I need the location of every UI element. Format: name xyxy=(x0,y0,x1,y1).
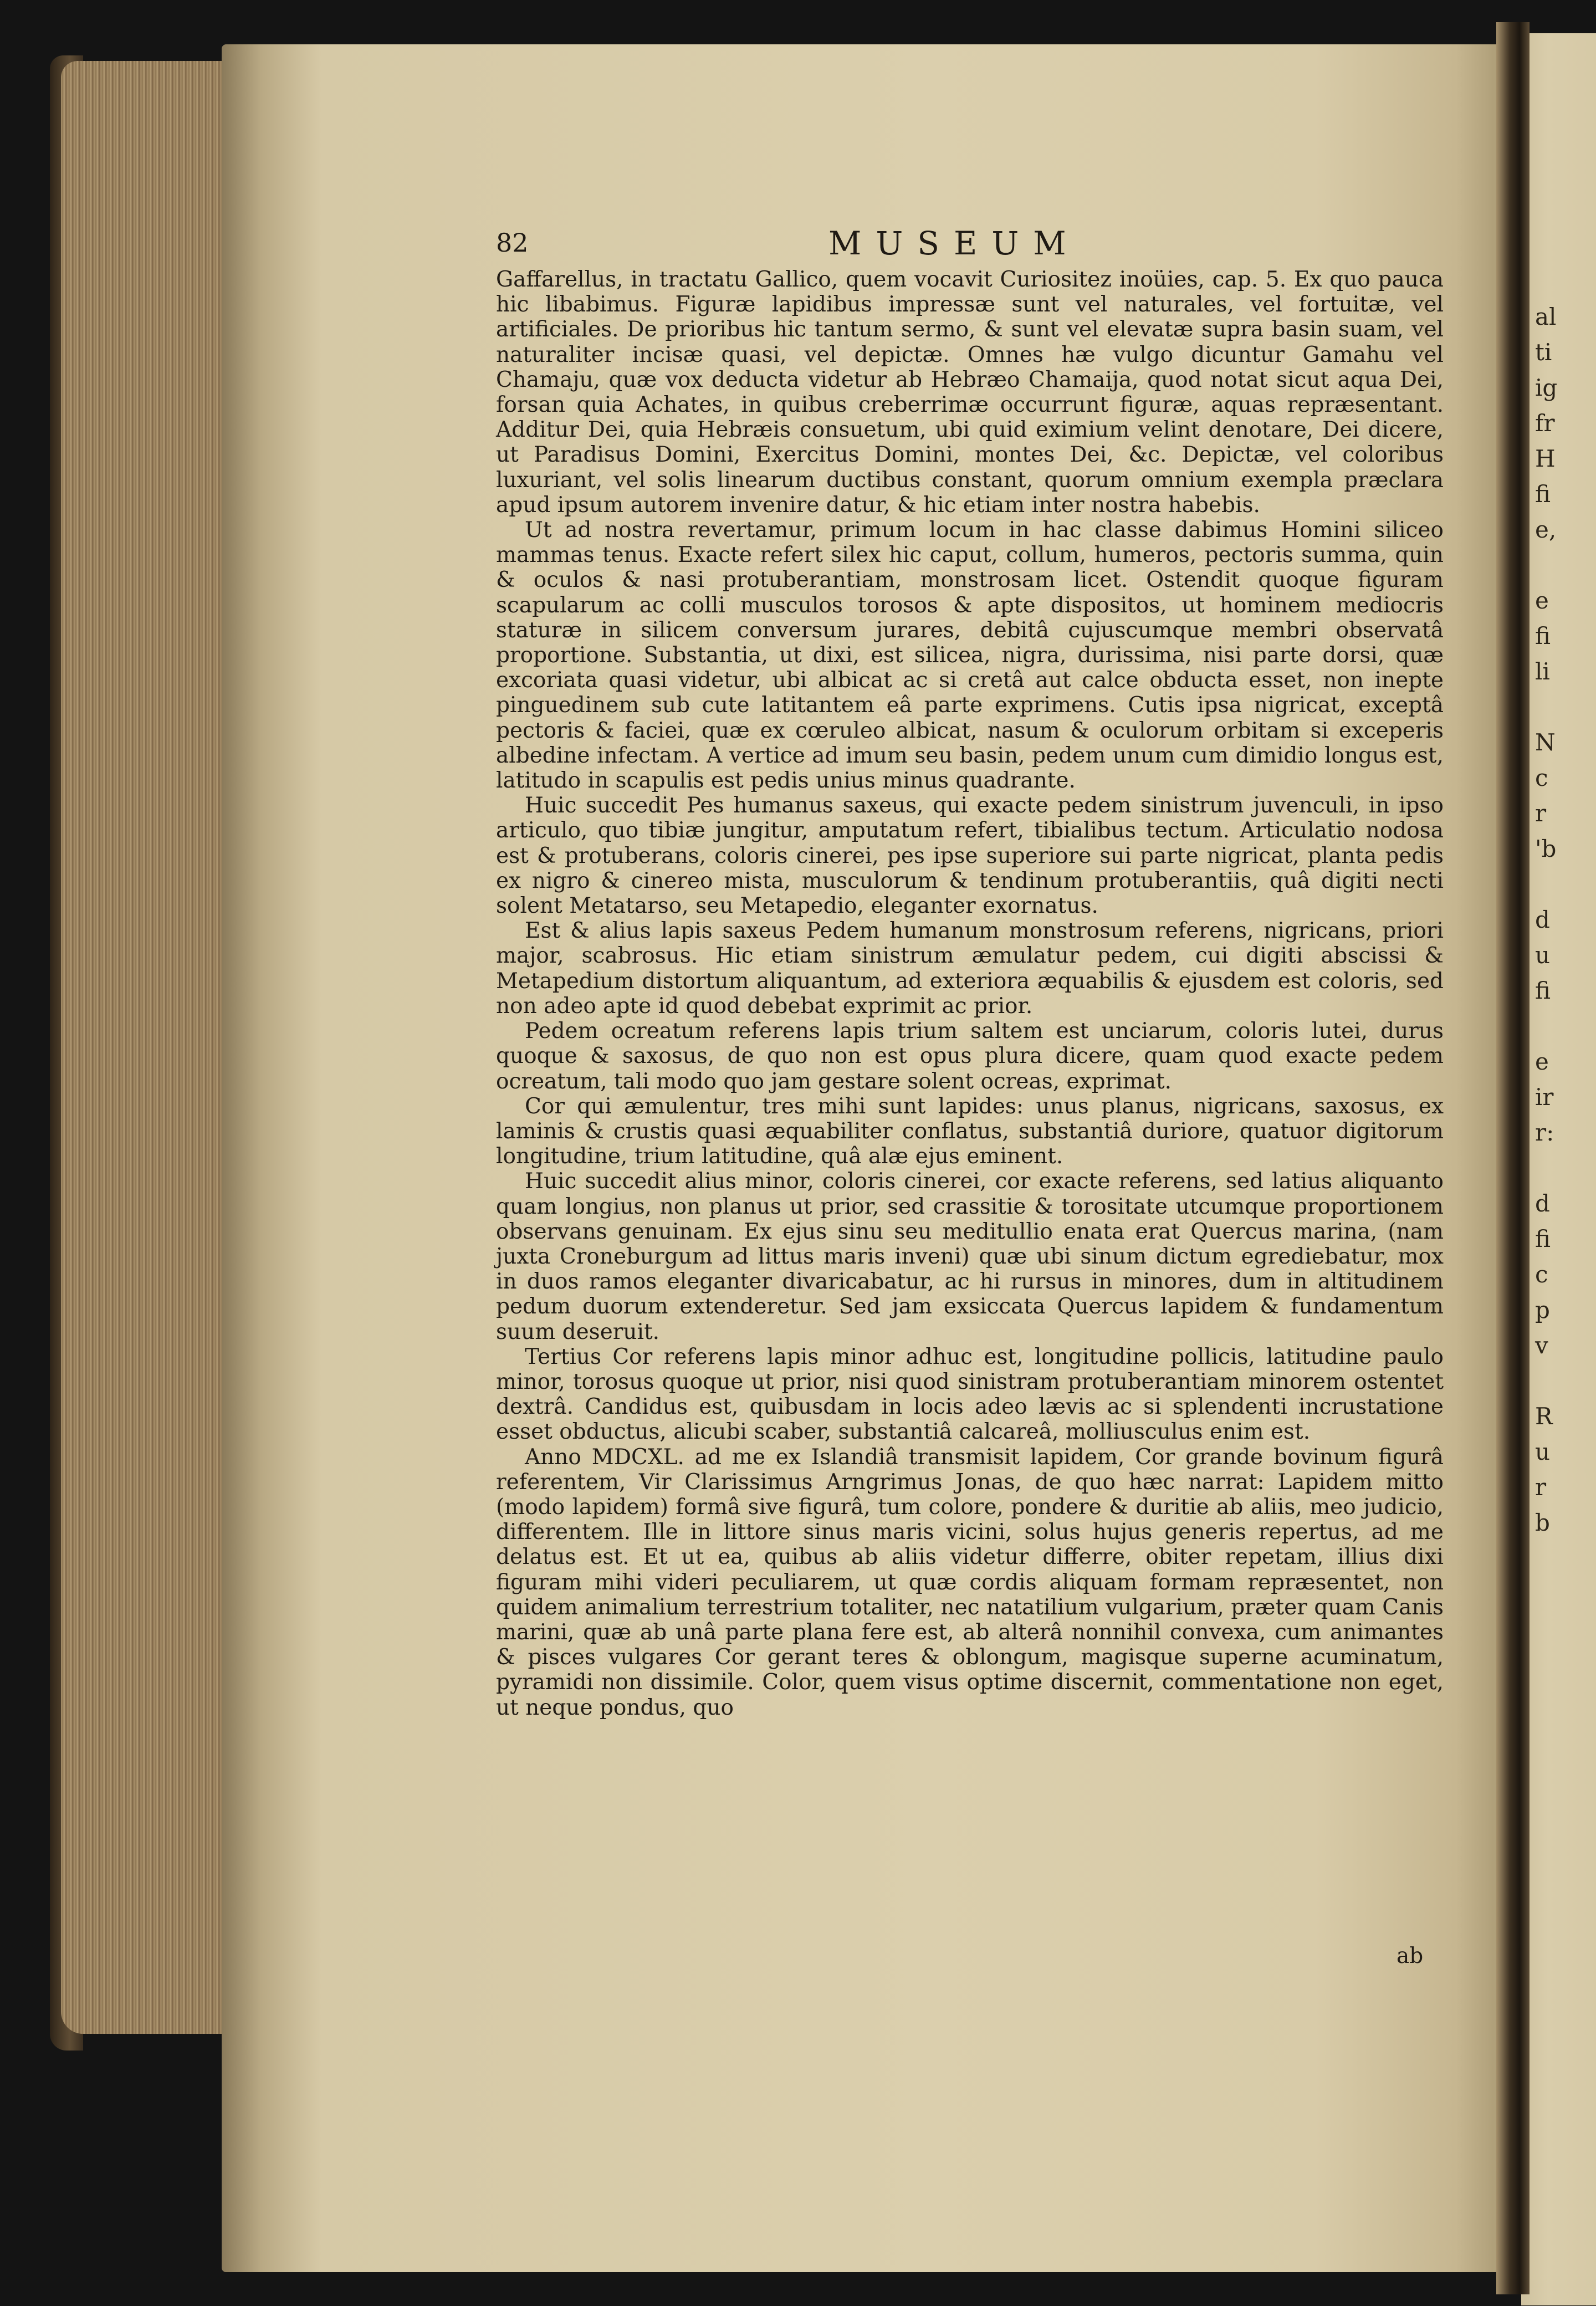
facing-page-fragment xyxy=(1535,1363,1596,1399)
left-page-edges xyxy=(61,61,244,2034)
paragraph-pes-monstrosus: Est & alius lapis saxeus Pedem humanum monstrosum referens, nigricans, priori major, scabrosus. Hic etiam sinistrum æmulatur pedem, cui digiti abscissi & Metapedium distortum aliquantum, ad exteriora æquabilis & ejusdem est coloris, sed non adeo apte id quod debebat exprimit ac prior. xyxy=(496,918,1444,1019)
facing-page-fragment: ti xyxy=(1535,339,1552,366)
facing-page-fragment: e xyxy=(1535,1048,1549,1075)
facing-page-fragment: c xyxy=(1535,1261,1548,1288)
facing-page-fragment: fi xyxy=(1535,480,1551,508)
facing-page-fragment: H xyxy=(1535,445,1556,472)
paragraph-anno-mdcxl: Anno MDCXL. ad me ex Islandiâ transmisit lapidem, Cor grande bovinum figurâ referentem, Vir Clarissimus Arngrimus Jonas, de quo hæc narrat: Lapidem mitto (modo lapidem) formâ sive figurâ, tum colore, pondere & duritie ab aliis, meo judicio, differentem. Ille in littore sinus maris vicini, solus hujus generis repertus, ad me delatus est. Et ut ea, quibus ab aliis videtur differre, obiter repetam, illius dixi figuram mihi videri peculiarem, ut quæ cordis aliquam formam repræsentet, non quidem animalium terrestrium totaliter, nec natatilium vulgarium, præter quam Canis marini, quæ ab unâ parte plana fere est, ab alterâ nonnihil convexa, cum animantes & pisces vulgares Cor gerant teres & oblongum, magisque superne acuminatum, pyramidi non dissimile. Color, quem visus optime discernit, commentatione non eget, ut neque pondus, quo xyxy=(496,1444,1444,1720)
page-number: 82 xyxy=(496,228,529,258)
facing-page-fragment: d xyxy=(1535,1190,1550,1217)
facing-page-fragment: fi xyxy=(1535,1225,1551,1252)
facing-page-fragment xyxy=(1535,548,1596,583)
facing-page-fragment: e xyxy=(1535,587,1549,614)
main-text xyxy=(496,267,1444,1720)
paragraph-cor-primum: Cor qui æmulentur, tres mihi sunt lapides: unus planus, nigricans, saxosus, ex laminis & crustis quasi æquabiliter conflatus, substantiâ duriore, quatuor digitorum longitudine, trium latitudine, quâ alæ ejus eminent. xyxy=(496,1093,1444,1169)
facing-page-fragment: 'b xyxy=(1535,835,1557,862)
facing-page-fragment: d xyxy=(1535,906,1550,933)
facing-page-fragment: c xyxy=(1535,764,1548,791)
paragraph-pes-ocreatus: Pedem ocreatum referens lapis trium saltem est unciarum, coloris lutei, durus quoque & saxosus, de quo non est opus plura dicere, quam quod exacte pedem ocreatum, tali modo quo jam gestare solent ocreas, exprimat. xyxy=(496,1019,1444,1094)
facing-page-fragment: v xyxy=(1535,1332,1548,1359)
paragraph-homo-siliceus: Ut ad nostra revertamur, primum locum in hac classe dabimus Homini siliceo mammas tenus. Exacte refert silex hic caput, collum, humeros, pectoris summa, quin & oculos & nasi protuberantiam, monstrosam licet. Ostendit quoque figuram scapularum ac colli musculos torosos & apte dispositos, ut hominem mediocris staturæ in silicem conversum jurares, debitâ cujuscumque membri observatâ proportione. Substantia, ut dixi, est silicea, nigra, durissima, nisi parte dorsi, quæ excoriata quasi videtur, ubi albicat ac si cretâ aut calce obducta esset, non inepte pinguedinem sub cute latitantem eâ parte exprimens. Cutis ipsa nigricat, exceptâ pectoris & faciei, quæ ex cœruleo albicat, nasum & oculorum orbitam si exceperis albedine infectam. A vertice ad imum seu basin, pedem unum cum dimidio longus est, latitudo in scapulis est pedis unius minus quadrante. xyxy=(496,518,1444,794)
catchword: ab xyxy=(1396,1944,1424,1968)
running-head xyxy=(496,224,1438,263)
book-gutter xyxy=(1496,22,1530,2294)
facing-page-fragment xyxy=(1535,689,1596,725)
facing-page-fragment: u xyxy=(1535,1438,1551,1465)
facing-page-fragment: fi xyxy=(1535,622,1551,650)
facing-page-fragment: fi xyxy=(1535,977,1551,1004)
facing-page-fragment: u xyxy=(1535,942,1551,969)
running-head-title: MUSEUM xyxy=(828,224,1081,262)
facing-page-fragment: b xyxy=(1535,1509,1550,1536)
facing-page-fragment: p xyxy=(1535,1296,1550,1323)
facing-page-fragment: ig xyxy=(1535,374,1558,401)
facing-page-fragment: ir xyxy=(1535,1083,1554,1111)
facing-page-fragment xyxy=(1535,1009,1596,1044)
facing-page-fragment: r: xyxy=(1535,1119,1554,1146)
facing-page-fragment: r xyxy=(1535,800,1547,827)
paragraph-cor-secundum: Huic succedit alius minor, coloris cinerei, cor exacte referens, sed latius aliquanto quam longius, non planus ut prior, sed crassitie & torositate utcumque proportionem observans genuinam. Ex ejus sinu seu meditullio enata erat Quercus marina, (nam juxta Croneburgum ad littus maris inveni) quæ ubi sinum dictum egrediebatur, mox in duos ramos eleganter divaricabatur, ac hi rursus in minores, dum in altitudinem pedum duorum extenderetur. Sed jam exsiccata Quercus lapidem & fundamentum suum deseruit. xyxy=(496,1169,1444,1344)
paragraph-pes-humanus: Huic succedit Pes humanus saxeus, qui exacte pedem sinistrum juvenculi, in ipso articulo, quo tibiæ jungitur, amputatum refert, tibialibus tectum. Articulatio nodosa est & protuberans, coloris cinerei, pes ipse superiore sui parte nigricat, planta pedis ex nigro & cinereo mista, musculorum & tendinum protuberantiis, quâ digiti necti solent Metatarso, seu Metapedio, eleganter exornatus. xyxy=(496,793,1444,919)
facing-page-fragment: fr xyxy=(1535,410,1555,437)
facing-page-fragment: al xyxy=(1535,303,1557,330)
paragraph-gaffarellus: Gaffarellus, in tractatu Gallico, quem vocavit Curiositez inoüies, cap. 5. Ex quo pauca hic libabimus. Figuræ lapidibus impressæ sunt vel naturales, vel fortuitæ, vel artificiales. De prioribus hic tantum sermo, & sunt vel elevatæ supra basin suam, vel naturaliter incisæ quasi, vel depictæ. Omnes hæ vulgo dicuntur Gamahu vel Chamaju, quæ vox deducta videtur ab Hebræo Chamaija, quod notat sicut aqua Dei, forsan quia Achates, in quibus creberrimæ occurrunt figuræ, aquas repræsentant. Additur Dei, quia Hebræis consuetum, ubi quid eximium velint denotare, Dei dicere, ut Paradisus Domini, Exercitus Domini, montes Dei, &c. Depictæ, vel coloribus luxuriant, vel solis linearum ductibus constant, quorum omnium exempla præclara apud ipsum autorem invenire datur, & hic etiam inter nostra habebis. xyxy=(496,267,1444,518)
facing-page-fragment xyxy=(1535,1151,1596,1186)
facing-page-fragment: N xyxy=(1535,729,1556,756)
facing-page-text-fragments xyxy=(1535,299,1596,1541)
facing-page-fragment xyxy=(1535,867,1596,902)
facing-page-fragment: R xyxy=(1535,1403,1553,1430)
facing-page-fragment: e, xyxy=(1535,516,1557,543)
facing-page-fragment: li xyxy=(1535,658,1550,685)
facing-page-fragment: r xyxy=(1535,1474,1547,1501)
paragraph-cor-tertium: Tertius Cor referens lapis minor adhuc est, longitudine pollicis, latitudine paulo minor, torosus quoque ut prior, nisi quod sinistram protuberantiam minorem ostentet dextrâ. Candidus est, quibusdam in locis adeo lævis ac si splendenti incrustatione esset obductus, alicubi scaber, substantiâ calcareâ, molliusculus enim est. xyxy=(496,1344,1444,1445)
